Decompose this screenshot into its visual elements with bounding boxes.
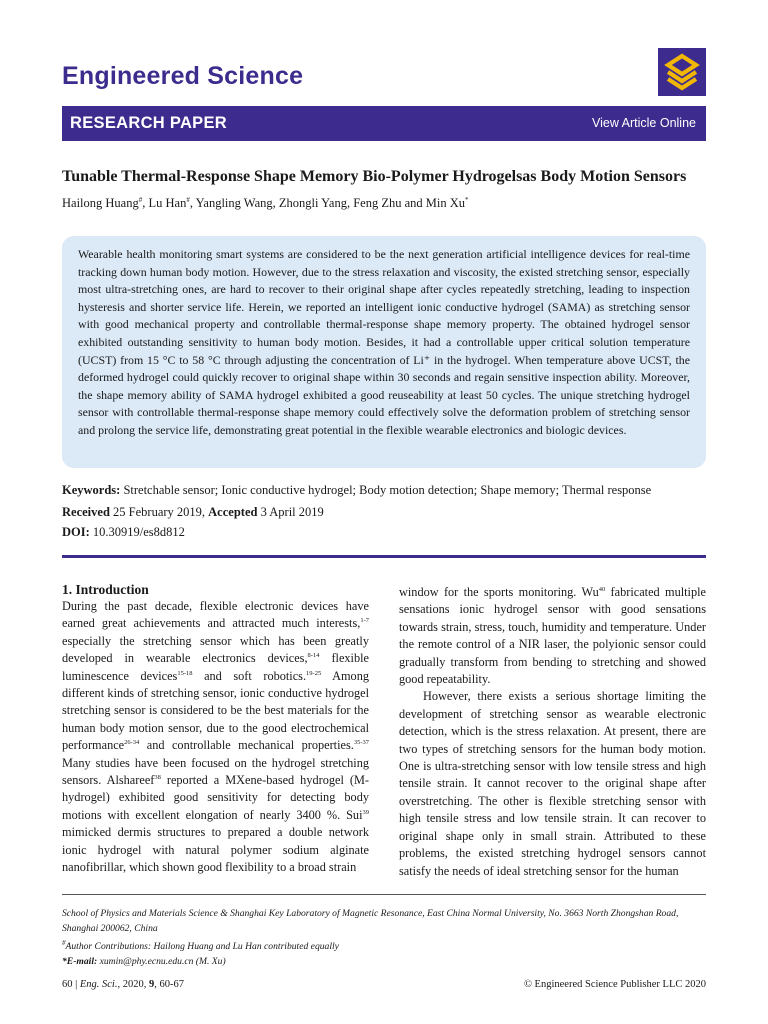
author-name: Hailong Huang xyxy=(62,196,139,211)
author-name: Yangling Wang xyxy=(195,196,273,211)
accepted-label: Accepted xyxy=(208,505,258,519)
received-label: Received xyxy=(62,505,110,519)
author-name: Zhongli Yang xyxy=(278,196,347,211)
journal-name: Engineered Science xyxy=(62,62,304,90)
email-link[interactable]: xumin@phy.ecnu.edu.cn (M. Xu) xyxy=(99,956,226,968)
author-mark: * xyxy=(465,196,469,204)
section-divider xyxy=(62,555,706,558)
dates-line xyxy=(62,505,324,520)
received-date: 25 February 2019, xyxy=(113,505,206,519)
footnotes xyxy=(62,906,706,969)
article-type-banner xyxy=(62,106,706,141)
copyright-footer: © Engineered Science Publisher LLC 2020 xyxy=(523,979,706,990)
doi-line xyxy=(62,525,185,540)
author-name: Lu Han xyxy=(148,196,187,211)
keywords-label: Keywords: xyxy=(62,483,121,497)
article-title: Tunable Thermal-Response Shape Memory Bio-Polymer Hydrogelsas Body Motion Sensors xyxy=(62,168,687,185)
doi-label: DOI: xyxy=(62,525,90,539)
corresponding-email: *E-mail: xumin@phy.ecnu.edu.cn (M. Xu) xyxy=(62,956,226,968)
accepted-date: 3 April 2019 xyxy=(260,505,324,519)
journal-logo-icon xyxy=(658,48,706,96)
footnote-divider xyxy=(62,894,706,895)
author-mark: # xyxy=(186,196,190,204)
author-name: Feng Zhu xyxy=(353,196,402,211)
keywords-line xyxy=(62,483,651,498)
citation-footer: 60 | Eng. Sci., 2020, 9, 60-67 xyxy=(62,979,184,990)
author-mark: # xyxy=(138,196,143,204)
author-contributions: #Author Contributions: Hailong Huang and Lu Han contributed equally xyxy=(62,939,339,953)
doi-value[interactable]: 10.30919/es8d812 xyxy=(92,525,185,539)
article-type-label: RESEARCH PAPER xyxy=(70,114,228,132)
affiliation: School of Physics and Materials Science & Shanghai Key Laboratory of Magnetic Resonance, East China Normal University, No. 3663 North Zhongshan Road, Shanghai 200062, China xyxy=(62,908,679,934)
abstract-text: Wearable health monitoring smart systems are considered to be the next generation artificial intelligence devices for real-time tracking down human body motion. However, due to the stress relaxation and viscosity, the existed stretching sensor, especially most ultra-stretching ones, are hard to recover to their original shape after cycles repeatedly stretching, leading to inspection hysteresis and shorter service life. Herein, we reported an intelligent ionic conductive hydrogel (SAMA) as stretching sensor with good mechanical property and controllable thermal-response shape memory property. The obtained hydrogel sensor exhibited outstanding sensitivity to human body motion. Besides, it had a controllable upper critical solution temperature (UCST) from 15 °C to 58 °C through adjusting the concentration of Li⁺ in the hydrogel. When temperature above UCST, the deformed hydrogel could quickly recover to original shape within 30 seconds and regain sensitive inspection ability. Moreover, the shape memory ability of SAMA hydrogel exhibited a good reuseability at least 50 cycles. The unique stretching hydrogel sensor with controllable thermal-response shape memory could effectively solve the deformation problem of stretching sensor and prolong the service life, demonstrating great potential in the flexible wearable electronics and biologic devices. xyxy=(78,247,690,437)
body-column-left xyxy=(62,581,369,877)
body-paragraph-continued: window for the sports monitoring. Wu$^{40}$ fabricated multiple sensations ionic hydrogel sensor with good sensations towards strain, stress, touch, humidity and temperature. Under the remote control of a NIR laser, the polyionic sensor could gradually transform from bending to stretching and showed good repeatability. xyxy=(399,585,707,687)
keywords-value: Stretchable sensor; Ionic conductive hydrogel; Body motion detection; Shape memory; Thermal response xyxy=(123,483,652,497)
body-column-right xyxy=(399,584,706,880)
view-article-online-link[interactable]: View Article Online xyxy=(592,116,696,130)
author-list: Hailong Huang#, Lu Han#, Yangling Wang, Zhongli Yang, Feng Zhu and Min Xu* xyxy=(62,196,469,211)
section-heading-introduction: 1. Introduction xyxy=(62,582,149,597)
body-paragraph: During the past decade, flexible electronic devices have earned great achievements and attracted much interests,$^{1-7}$ especially the stretching sensor which has been greatly developed in wearable electronics devices,$^{8-14}$ flexible luminescence devices$^{15-18}$ and soft robotics.$^{19-25}$ Among different kinds of stretching sensor, ionic conductive hydrogel stretching sensor is considered to be the best materials for the human body motion sensor, due to the good electrochemical performance$^{26-34}$ and controllable mechanical properties.$^{35-37}$ Many studies have been focused on the hydrogel stretching sensors. Alshareef$^{38}$ reported a MXene-based hydrogel (M-hydrogel) exhibited good sensitivity for detecting body motions with excellent elongation of nearly 3400 %. Sui$^{39}$ mimicked dermis structures to prepared a double network ionic hydrogel with natural polymer sodium alginate nanofibrillar, which shown good flexibility to a broad strain xyxy=(62,599,369,875)
author-name: Min Xu xyxy=(425,196,466,211)
body-paragraph: However, there exists a serious shortage limiting the development of stretching sensor as wearable electronic detection, which is the stress relaxation. At present, there are two types of stretching sensors for the human body motion. One is ultra-stretching sensor with low tensile stress and high tensile strain. It cannot recover to the original shape after overstretching. The other is flexible stretching sensor with high tensile stress and low tensile strain. It can recover to original shape only in small strain. Attributed to these problems, the existed stretching hydrogel sensors cannot satisfy the needs of ideal stretching sensor for the human xyxy=(399,689,706,878)
